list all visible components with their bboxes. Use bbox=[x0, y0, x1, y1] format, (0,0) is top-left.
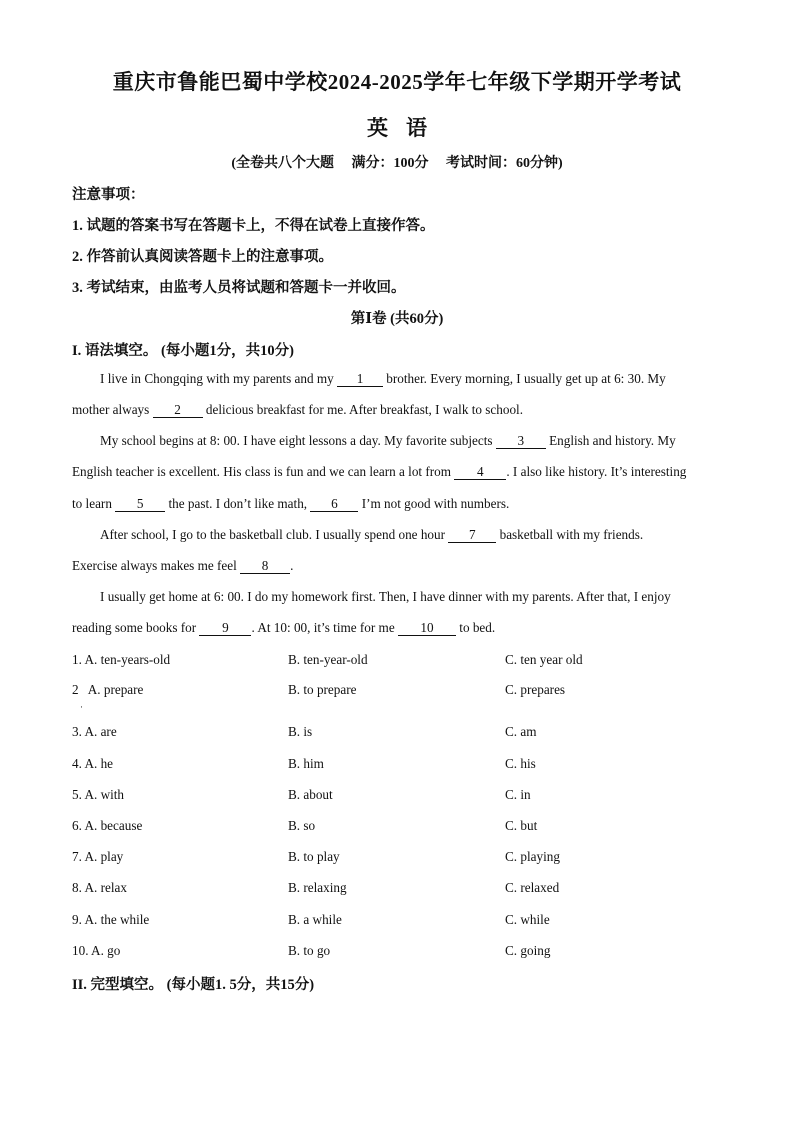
stray-mark: · bbox=[80, 702, 83, 712]
option-6-b: B. so bbox=[288, 818, 316, 833]
passage-line-2: mother always 2 delicious breakfast for me. After breakfast, I walk to school. bbox=[72, 402, 523, 417]
blank-7: 7 bbox=[448, 528, 496, 543]
option-7-a: 7. A. play bbox=[72, 849, 124, 864]
option-5-b: B. about bbox=[288, 787, 333, 802]
option-9-a: 9. A. the while bbox=[72, 912, 150, 927]
exam-title: 重庆市鲁能巴蜀中学校2024-2025学年七年级下学期开学考试 bbox=[112, 70, 682, 94]
passage-line-7: Exercise always makes me feel 8 . bbox=[72, 558, 294, 573]
exam-subject: 英语 bbox=[367, 116, 445, 140]
option-7-c: C. playing bbox=[505, 849, 560, 864]
note-item-3: 3. 考试结束，由监考人员将试题和答题卡一并收回。 bbox=[72, 280, 406, 296]
part-one-heading: 第Ⅰ卷 (共60分) bbox=[350, 311, 444, 327]
passage-line-3: My school begins at 8: 00. I have eight lessons a day. My favorite subjects 3 English and history. My bbox=[100, 433, 676, 448]
passage-line-5: to learn 5 the past. I don’t like math, 6 I’m not good with numbers. bbox=[72, 496, 510, 511]
passage-line-1: I live in Chongqing with my parents and my 1 brother. Every morning, I usually get up at 6: 30. My bbox=[100, 371, 666, 386]
option-10-a: 10. A. go bbox=[72, 943, 121, 958]
blank-5: 5 bbox=[115, 497, 165, 512]
option-9-b: B. a while bbox=[288, 912, 342, 927]
option-3-b: B. is bbox=[288, 724, 313, 739]
option-10-c: C. going bbox=[505, 943, 551, 958]
option-7-b: B. to play bbox=[288, 849, 340, 864]
meta-score: 满分：100分 bbox=[351, 156, 429, 171]
option-5-c: C. in bbox=[505, 787, 531, 802]
blank-8: 8 bbox=[240, 559, 290, 574]
meta-time: 考试时间：60分钟) bbox=[446, 156, 563, 171]
blank-2: 2 bbox=[153, 403, 203, 418]
option-8-b: B. relaxing bbox=[288, 880, 347, 895]
option-4-a: 4. A. he bbox=[72, 756, 114, 771]
option-1-a: 1. A. ten-years-old bbox=[72, 652, 171, 667]
option-8-c: C. relaxed bbox=[505, 880, 560, 895]
option-3-c: C. am bbox=[505, 724, 537, 739]
section-1-heading: I. 语法填空。 (每小题1分，共10分) bbox=[72, 343, 294, 359]
blank-3: 3 bbox=[496, 434, 546, 449]
option-5-a: 5. A. with bbox=[72, 787, 125, 802]
option-2-a: 2 A. prepare bbox=[72, 682, 144, 697]
option-8-a: 8. A. relax bbox=[72, 880, 127, 895]
option-6-c: C. but bbox=[505, 818, 538, 833]
exam-meta bbox=[0, 152, 794, 172]
option-2-c: C. prepares bbox=[505, 682, 566, 697]
option-3-a: 3. A. are bbox=[72, 724, 117, 739]
blank-9: 9 bbox=[199, 621, 251, 636]
option-9-c: C. while bbox=[505, 912, 550, 927]
option-4-b: B. him bbox=[288, 756, 324, 771]
section-2-heading: II. 完型填空。 (每小题1. 5分，共15分) bbox=[72, 977, 315, 993]
passage-line-9: reading some books for 9 . At 10: 00, it’s time for me 10 to bed. bbox=[72, 620, 496, 635]
passage-line-4: English teacher is excellent. His class is fun and we can learn a lot from 4 . I also like history. It’s interesting bbox=[72, 464, 687, 479]
option-1-b: B. ten-year-old bbox=[288, 652, 368, 667]
blank-1: 1 bbox=[337, 372, 383, 387]
notes-heading: 注意事项： bbox=[72, 187, 145, 203]
blank-4: 4 bbox=[454, 465, 506, 480]
passage-line-6: After school, I go to the basketball club. I usually spend one hour 7 basketball with my friends. bbox=[100, 527, 644, 542]
blank-6: 6 bbox=[310, 497, 358, 512]
option-1-c: C. ten year old bbox=[505, 652, 583, 667]
note-item-2: 2. 作答前认真阅读答题卡上的注意事项。 bbox=[72, 249, 333, 265]
option-2-b: B. to prepare bbox=[288, 682, 357, 697]
blank-10: 10 bbox=[398, 621, 456, 636]
option-10-b: B. to go bbox=[288, 943, 331, 958]
option-6-a: 6. A. because bbox=[72, 818, 143, 833]
option-4-c: C. his bbox=[505, 756, 536, 771]
note-item-1: 1. 试题的答案书写在答题卡上，不得在试卷上直接作答。 bbox=[72, 218, 435, 234]
passage-line-8: I usually get home at 6: 00. I do my homework first. Then, I have dinner with my parents. After that, I enjoy bbox=[100, 589, 671, 604]
meta-total: (全卷共八个大题 bbox=[231, 156, 334, 171]
